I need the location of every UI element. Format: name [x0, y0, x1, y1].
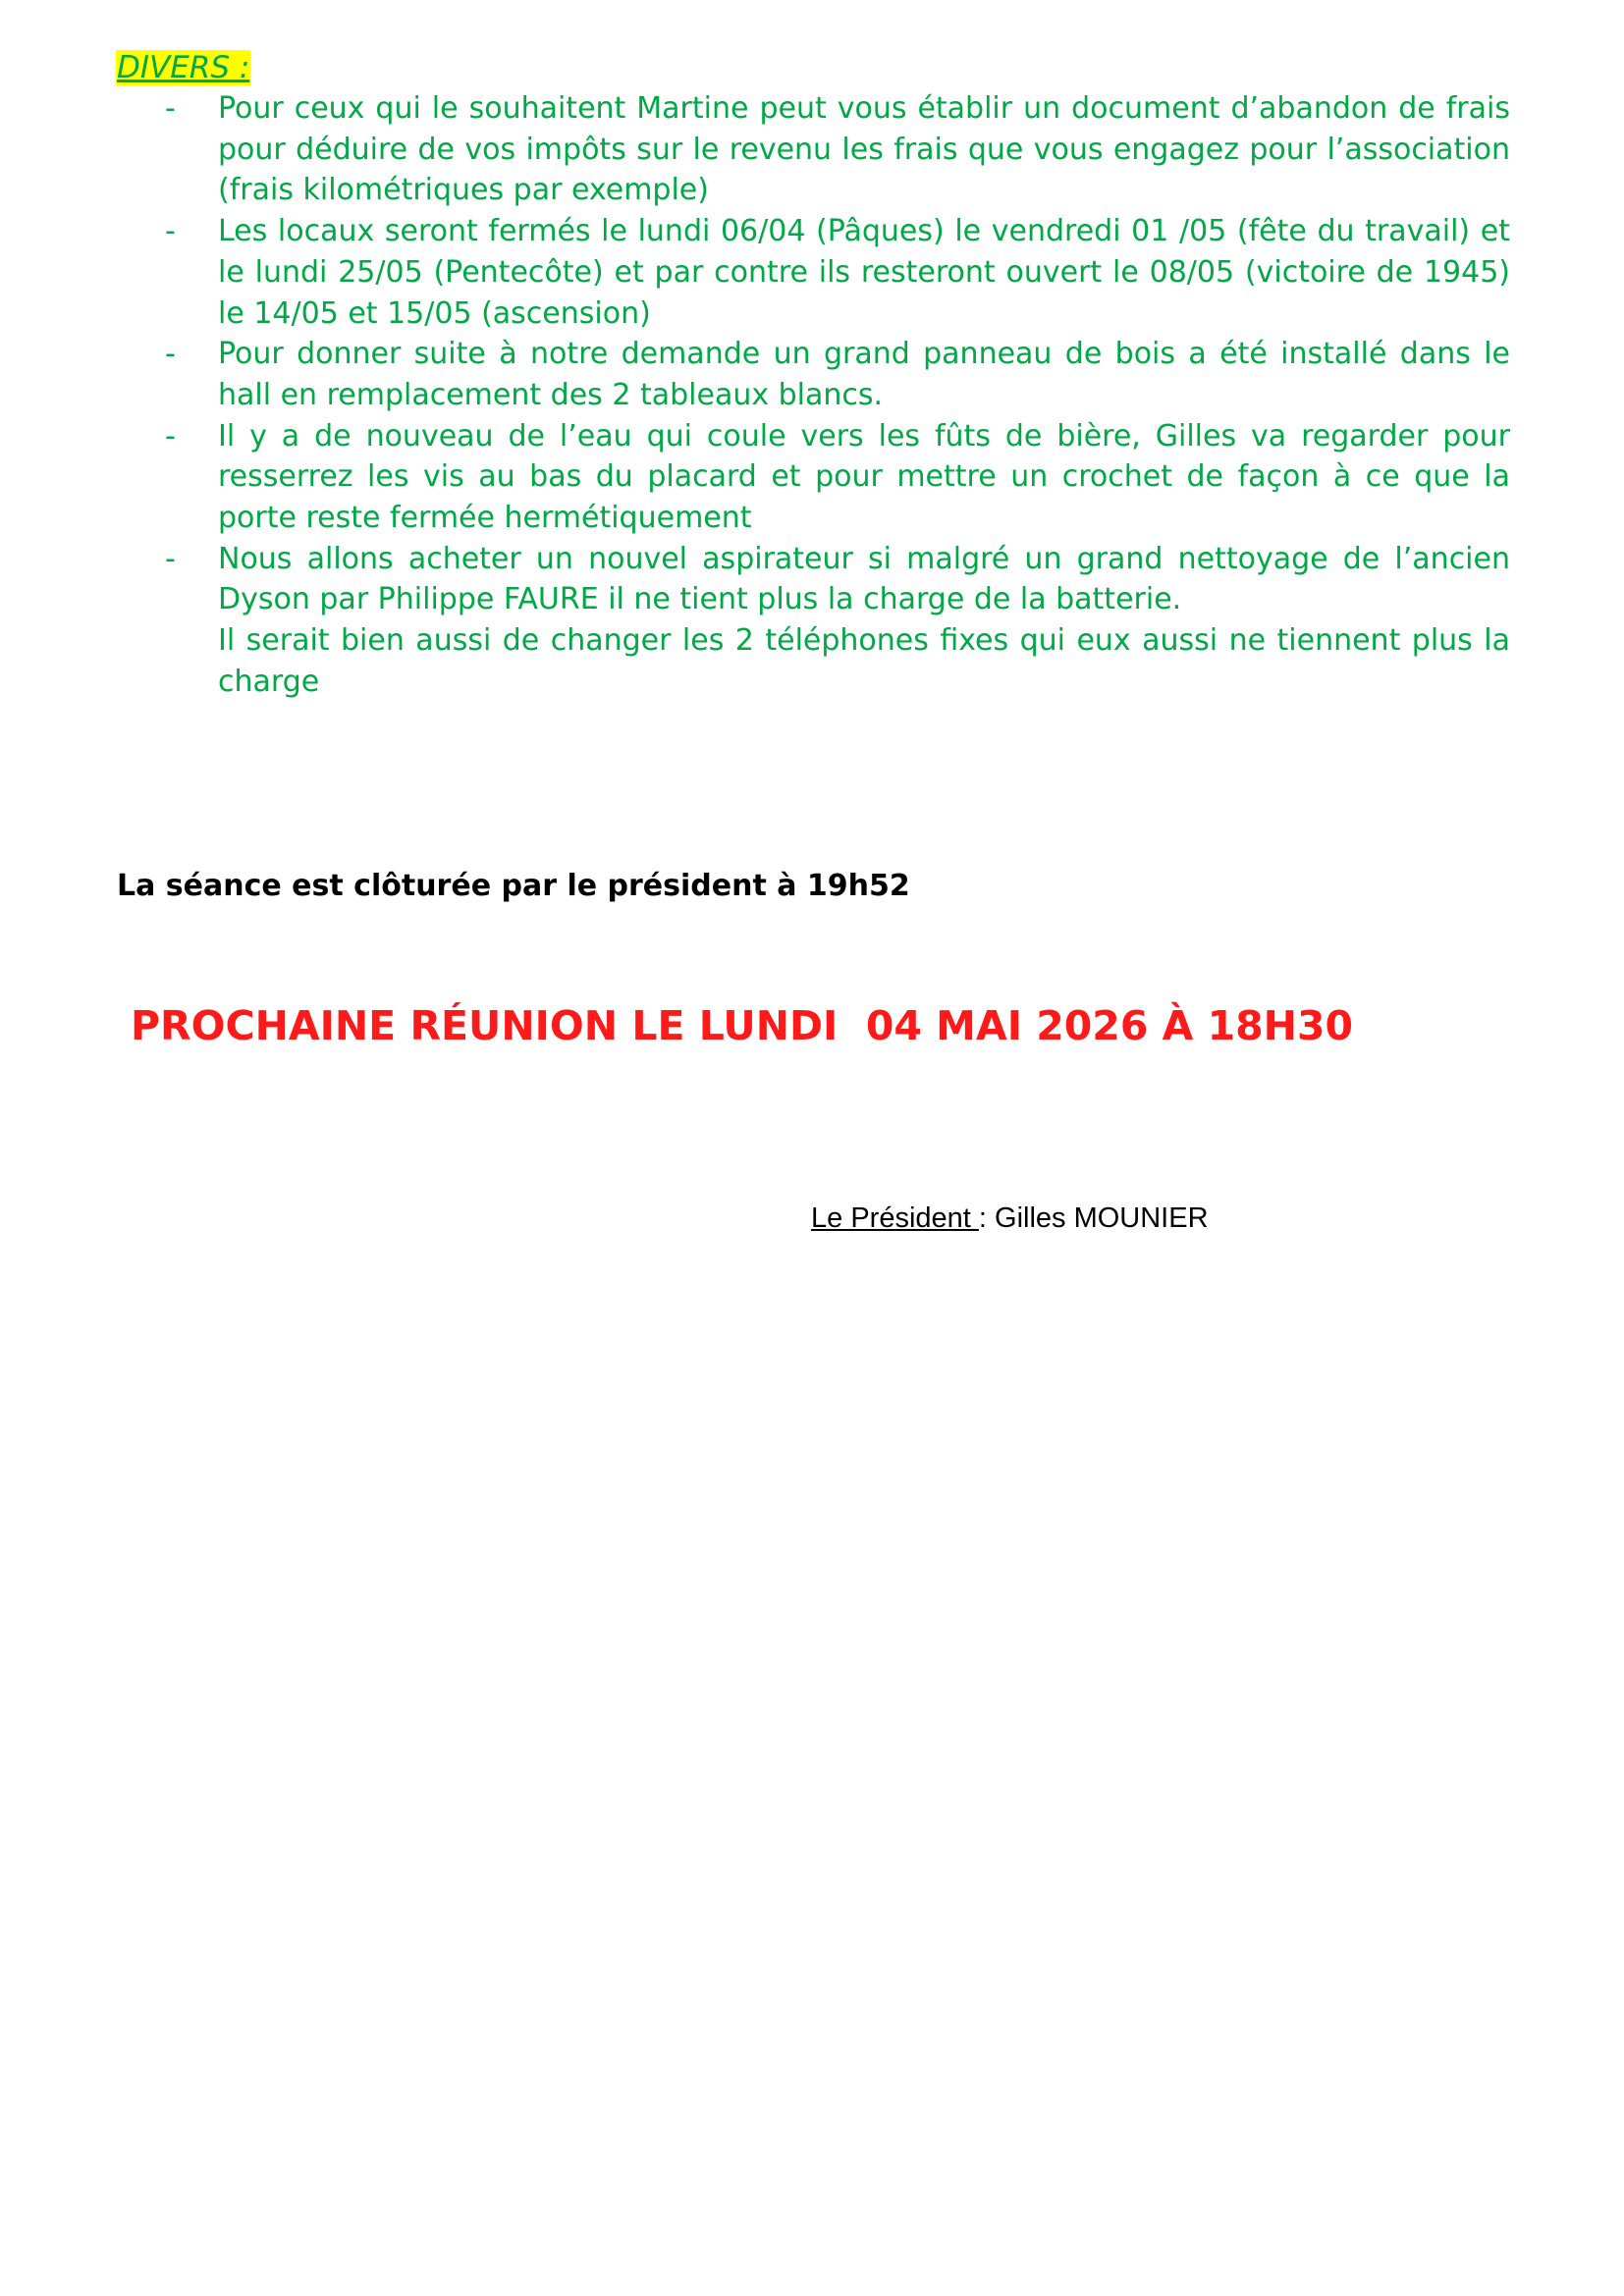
bullet-dash: - [165, 91, 176, 126]
list-item [165, 539, 1510, 703]
list-item-text: Les locaux seront fermés le lundi 06/04 (Pâques) le vendredi 01 /05 (fête du travail) et le lundi 25/05 (Pentecôte) et par contre ils resteront ouvert le 08/05 (victoire de 1945) le 14/05 et 15/05 (ascension) [218, 214, 1510, 331]
next-meeting-announcement: PROCHAINE RÉUNION LE LUNDI 04 MAI 2026 À 18H30 [131, 1002, 1354, 1049]
signature [811, 1200, 1209, 1237]
divers-heading-text: DIVERS : [117, 50, 250, 85]
list-item-text: Il y a de nouveau de l’eau qui coule vers les fûts de bière, Gilles va regarder pour resserrez les vis au bas du placard et pour mettre un crochet de façon à ce que la porte reste fermée hermétiquement [218, 418, 1510, 536]
list-item [165, 416, 1510, 539]
list-item [165, 334, 1510, 415]
divers-heading [116, 49, 250, 86]
list-item [165, 211, 1510, 334]
signature-role: Le Président [811, 1202, 979, 1234]
bullet-dash: - [165, 418, 176, 454]
list-item-text: Nous allons acheter un nouvel aspirateur si malgré un grand nettoyage de l’ancien Dyson par Philippe FAURE il ne tient plus la charge de la batterie. [218, 541, 1510, 617]
bullet-dash: - [165, 541, 176, 576]
divers-list [165, 88, 1510, 703]
list-item-text: Il serait bien aussi de changer les 2 téléphones fixes qui eux aussi ne tiennent plus la charge [218, 623, 1510, 699]
signature-name: Gilles MOUNIER [995, 1202, 1209, 1234]
closing-statement: La séance est clôturée par le président à 19h52 [117, 869, 910, 903]
list-item [165, 88, 1510, 211]
bullet-dash: - [165, 337, 176, 372]
bullet-dash: - [165, 214, 176, 249]
list-item-text: Pour ceux qui le souhaitent Martine peut vous établir un document d’abandon de frais pour déduire de vos impôts sur le revenu les frais que vous engagez pour l’association (frais kilométriques par exemple) [218, 91, 1510, 208]
list-item-text: Pour donner suite à notre demande un grand panneau de bois a été installé dans le hall en remplacement des 2 tableaux blancs. [218, 337, 1510, 412]
signature-separator: : [978, 1202, 996, 1234]
